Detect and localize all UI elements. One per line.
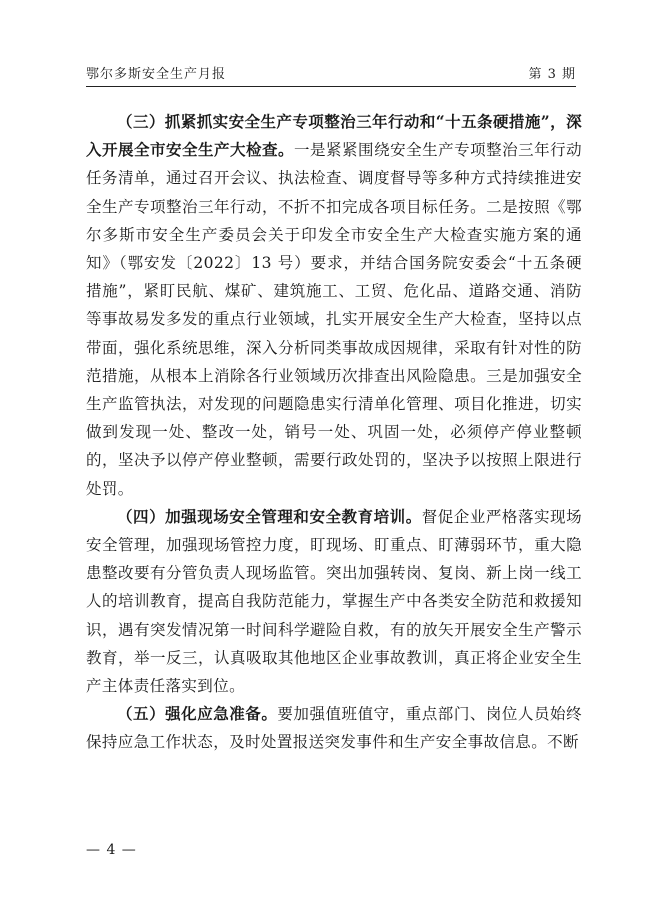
section-5-heading: （五）强化应急准备。 [117,704,278,724]
page-number: — 4 — [86,842,137,858]
section-3-heading: （三）抓紧抓实安全生产专项整治三年行动和“十五条硬措施”，深入开展全市安全生产大检查。 [86,112,582,160]
publication-title: 鄂尔多斯安全生产月报 [86,67,227,82]
section-3-text: 一是紧紧围绕安全生产专项整治三年行动任务清单，通过召开会议、执法检查、调度督导等多种方式持续推进安全生产专项整治三年行动，不折不扣完成各项目标任务。二是按照《鄂尔多斯市安全生产委员会关于印发全市安全生产大检查实施方案的通知》（鄂安发〔2022〕13 号）要求，并结合国务院安委会“十五条硬措施”，紧盯民航、煤矿、建筑施工、工贸、危化品、道路交通、消防等事故易发多发的重点行业领域，扎实开展安全生产大检查，坚持以点带面，强化系统思维，深入分析同类事故成因规律，采取有针对性的防范措施，从根本上消除各行业领域历次排查出风险隐患。三是加强安全生产监管执法，对发现的问题隐患实行清单化管理、项目化推进，切实做到发现一处、整改一处，销号一处、巩固一处，必须停产停业整顿的，坚决予以停产停业整顿，需要行政处罚的，坚决予以按照上限进行处罚。 [86,141,583,498]
paragraph-section-4 [86,503,582,700]
issue-number: 第 3 期 [528,67,576,82]
page-header [86,58,576,82]
section-4-text: 督促企业严格落实现场安全管理，加强现场管控力度，盯现场、盯重点、盯薄弱环节，重大隐患整改要有分管负责人现场监管。突出加强转岗、复岗、新上岗一线工人的培训教育，提高自我防范能力，掌握生产中各类安全防范和救援知识，遇有突发情况第一时间科学避险自救，有的放矢开展安全生产警示教育，举一反三，认真吸取其他地区企业事故教训，真正将企业安全生产主体责任落实到位。 [86,507,582,696]
section-4-heading: （四）加强现场安全管理和安全教育培训。 [117,506,422,526]
header-divider [86,86,576,87]
document-body [86,108,582,757]
paragraph-section-5 [86,700,582,756]
section-5-text: 要加强值班值守，重点部门、岗位人员始终保持应急工作状态，及时处置报送突发事件和生产安全事故信息。不断 [86,705,582,752]
paragraph-section-3 [86,108,582,503]
